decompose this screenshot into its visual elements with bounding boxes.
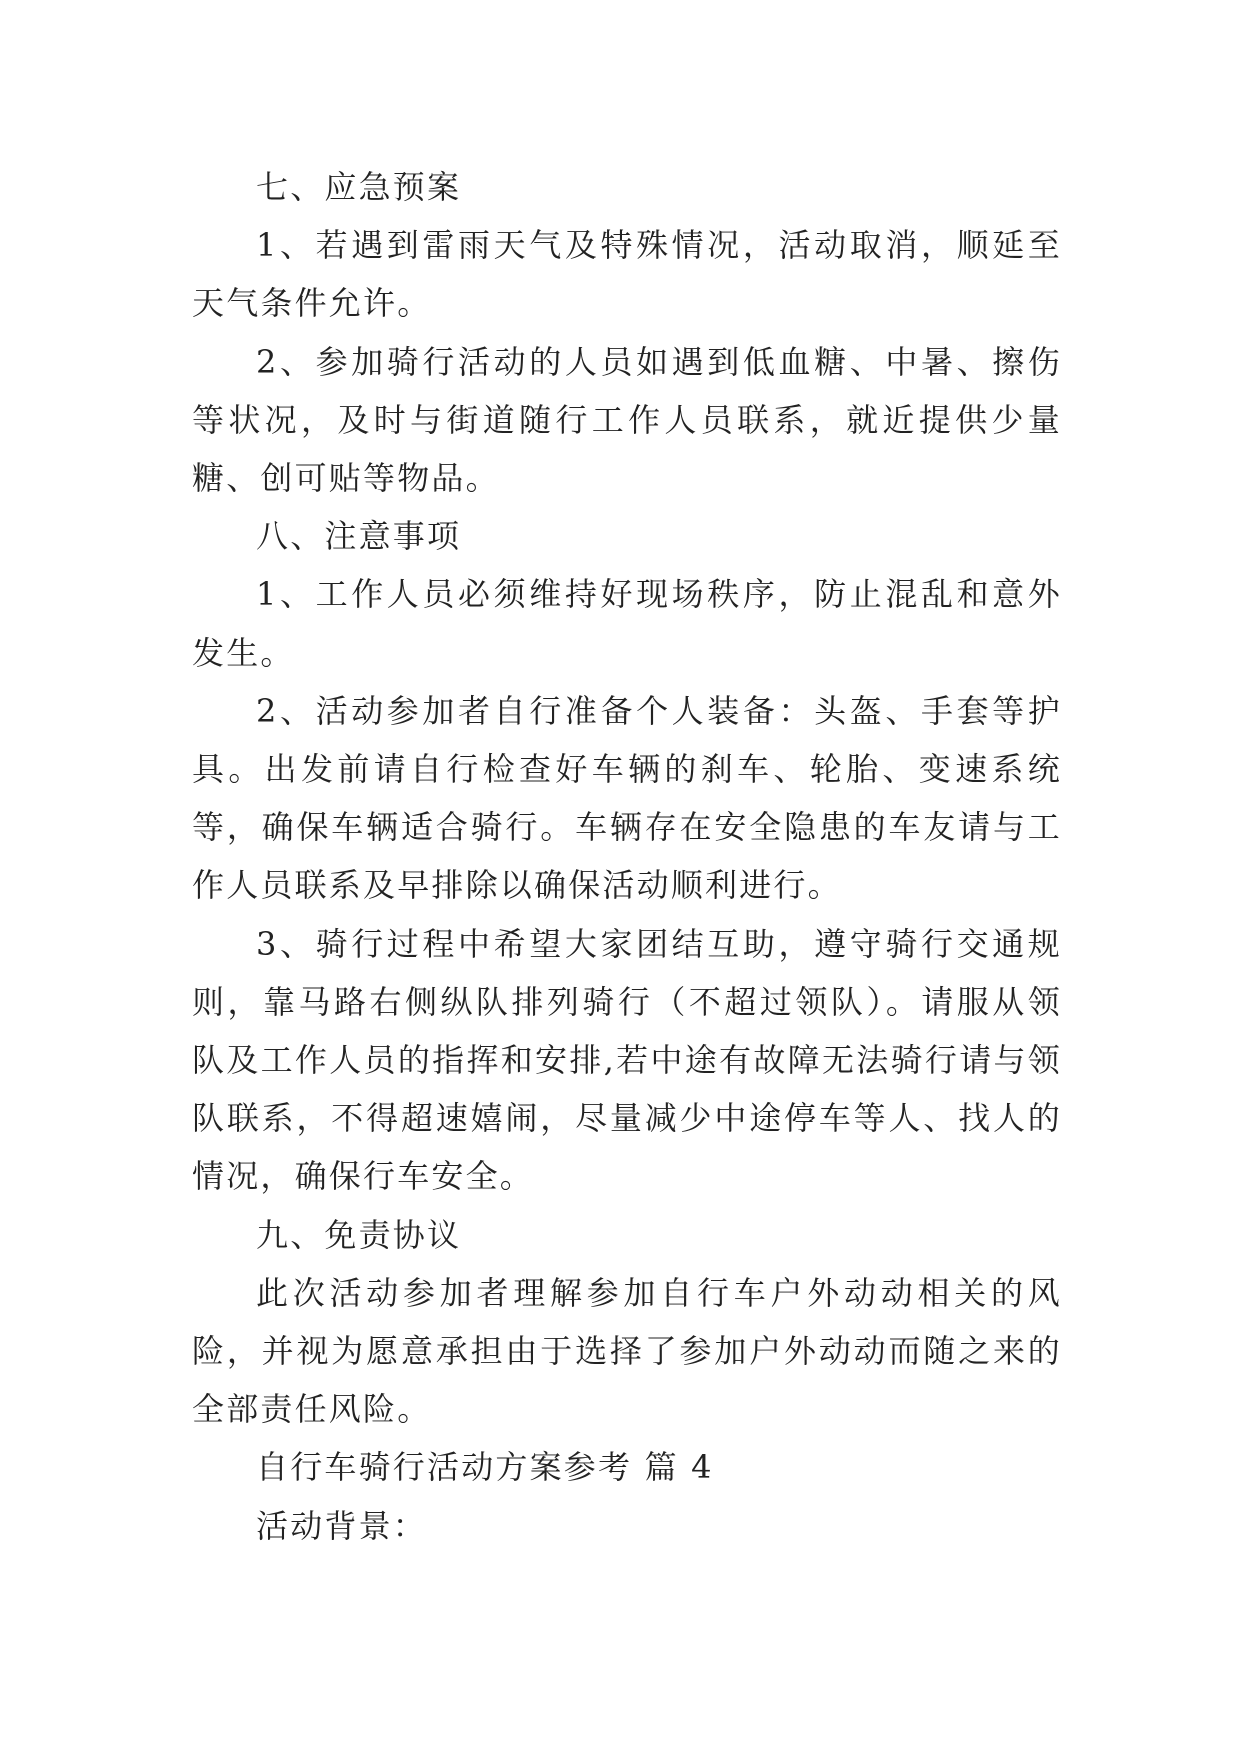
section-heading-disclaimer: 九、免责协议: [256, 1215, 462, 1254]
article-title: 自行车骑行活动方案参考 篇 4: [256, 1448, 714, 1487]
section-heading-background: 活动背景：: [256, 1506, 428, 1545]
paragraph-emergency-1: 1、若遇到雷雨天气及特殊情况，活动取消，顺延至天气条件允许。: [192, 226, 1062, 323]
paragraph-notes-3: 3、骑行过程中希望大家团结互助，遵守骑行交通规则，靠马路右侧纵队排列骑行（不超过领队）。请服从领队及工作人员的指挥和安排,若中途有故障无法骑行请与领队联系，不得超速嬉闹，尽量减少中途停车等人、找人的情况，确保行车安全。: [192, 924, 1062, 1196]
paragraph-disclaimer: 此次活动参加者理解参加自行车户外动动相关的风险，并视为愿意承担由于选择了参加户外动动而随之来的全部责任风险。: [192, 1273, 1062, 1429]
paragraph-notes-1: 1、工作人员必须维持好现场秩序，防止混乱和意外发生。: [192, 575, 1062, 672]
paragraph-emergency-2: 2、参加骑行活动的人员如遇到低血糖、中暑、擦伤等状况，及时与街道随行工作人员联系，就近提供少量糖、创可贴等物品。: [192, 342, 1062, 498]
paragraph-notes-2: 2、活动参加者自行准备个人装备：头盔、手套等护具。出发前请自行检查好车辆的刹车、轮胎、变速系统等，确保车辆适合骑行。车辆存在安全隐患的车友请与工作人员联系及早排除以确保活动顺利进行。: [192, 691, 1062, 905]
document-page: [192, 158, 1062, 1555]
section-heading-notes: 八、注意事项: [256, 517, 462, 556]
section-heading-emergency-plan: 七、应急预案: [256, 168, 462, 206]
